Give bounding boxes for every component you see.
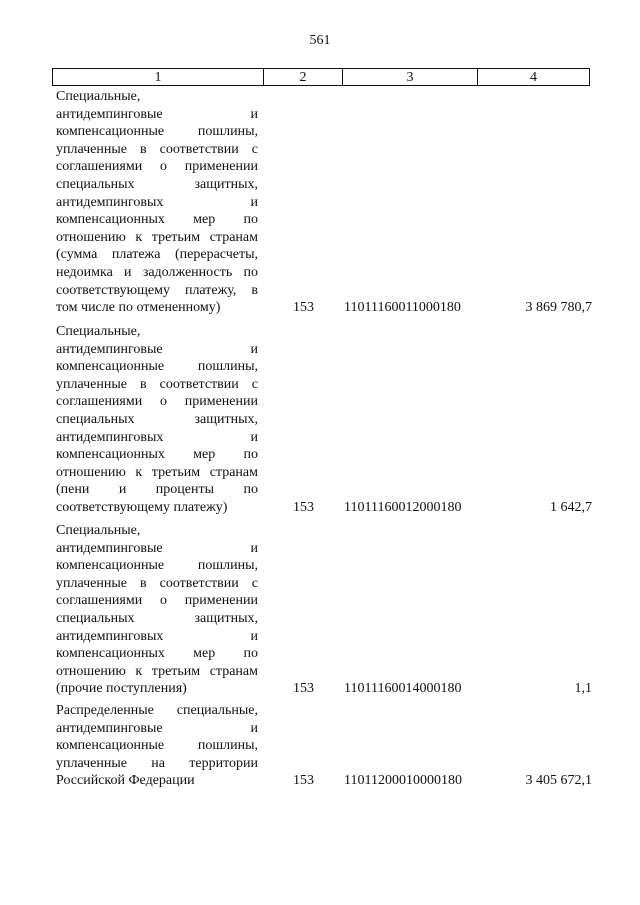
- description-line: компенсационных мер по: [56, 646, 258, 662]
- table-header: [52, 68, 590, 86]
- description-line: антидемпинговые и: [56, 540, 258, 556]
- table-row: [56, 702, 592, 790]
- header-col-4: 4: [530, 70, 537, 85]
- description-line: специальных защитных,: [56, 176, 258, 192]
- amount: 1,1: [574, 681, 592, 697]
- description-line: антидемпинговых и: [56, 429, 258, 445]
- description-line: (сумма платежа (перерасчеты,: [56, 247, 258, 263]
- description-line: соответствующему платежу, в: [56, 282, 258, 298]
- description-line: недоимка и задолженность по: [56, 264, 258, 280]
- row-description: [56, 323, 258, 517]
- description-line: компенсационные пошлины,: [56, 359, 258, 375]
- description-line: отношению к третьим странам: [56, 464, 258, 480]
- description-line: соглашениями о применении: [56, 159, 258, 175]
- description-line: уплаченные на территории: [56, 755, 258, 771]
- description-line: специальных защитных,: [56, 610, 258, 626]
- description-line: соглашениями о применении: [56, 593, 258, 609]
- amount: 3 869 780,7: [525, 300, 592, 316]
- admin-code: 153: [293, 773, 314, 789]
- description-line: отношению к третьим странам: [56, 229, 258, 245]
- description-line: компенсационные пошлины,: [56, 738, 258, 754]
- budget-classification-code: 11011200010000180: [344, 773, 462, 789]
- description-line: Специальные,: [56, 523, 141, 538]
- description-line: Специальные,: [56, 324, 141, 339]
- description-line: (пени и проценты по: [56, 482, 258, 498]
- description-line: компенсационные пошлины,: [56, 124, 258, 140]
- description-line: уплаченные в соответствии с: [56, 575, 258, 591]
- budget-classification-code: 11011160012000180: [344, 500, 462, 515]
- admin-code: 153: [293, 500, 314, 515]
- description-line: соглашениями о применении: [56, 394, 258, 410]
- page-number: 561: [309, 33, 331, 48]
- description-line: отношению к третьим странам: [56, 663, 258, 679]
- description-line: Распределенные специальные,: [56, 703, 258, 718]
- description-line: соответствующему платежу): [56, 499, 228, 515]
- header-col-2: 2: [264, 69, 343, 85]
- admin-code: 153: [293, 681, 314, 697]
- table-row: [56, 522, 592, 698]
- table-row: [56, 323, 592, 517]
- header-col-3: 3: [343, 69, 478, 85]
- amount: 1 642,7: [550, 500, 592, 515]
- description-line: уплаченные в соответствии с: [56, 376, 258, 392]
- row-description: [56, 702, 258, 790]
- description-line: антидемпинговых и: [56, 194, 258, 210]
- description-line: том числе по отмененному): [56, 300, 221, 316]
- description-line: компенсационных мер по: [56, 447, 258, 463]
- amount: 3 405 672,1: [525, 773, 592, 789]
- description-line: компенсационные пошлины,: [56, 558, 258, 574]
- description-line: Российской Федерации: [56, 773, 195, 789]
- description-line: антидемпинговые и: [56, 106, 258, 122]
- description-line: специальных защитных,: [56, 411, 258, 427]
- table-row: [56, 88, 592, 317]
- description-line: компенсационных мер по: [56, 212, 258, 228]
- description-line: уплаченные в соответствии с: [56, 141, 258, 157]
- header-col-1: 1: [53, 69, 264, 85]
- description-line: (прочие поступления): [56, 681, 187, 697]
- admin-code: 153: [293, 300, 314, 316]
- budget-classification-code: 11011160014000180: [344, 681, 462, 697]
- row-description: [56, 88, 258, 317]
- budget-classification-code: 11011160011000180: [344, 300, 461, 316]
- description-line: антидемпинговые и: [56, 341, 258, 357]
- description-line: Специальные,: [56, 89, 141, 104]
- description-line: антидемпинговых и: [56, 628, 258, 644]
- description-line: антидемпинговые и: [56, 720, 258, 736]
- row-description: [56, 522, 258, 698]
